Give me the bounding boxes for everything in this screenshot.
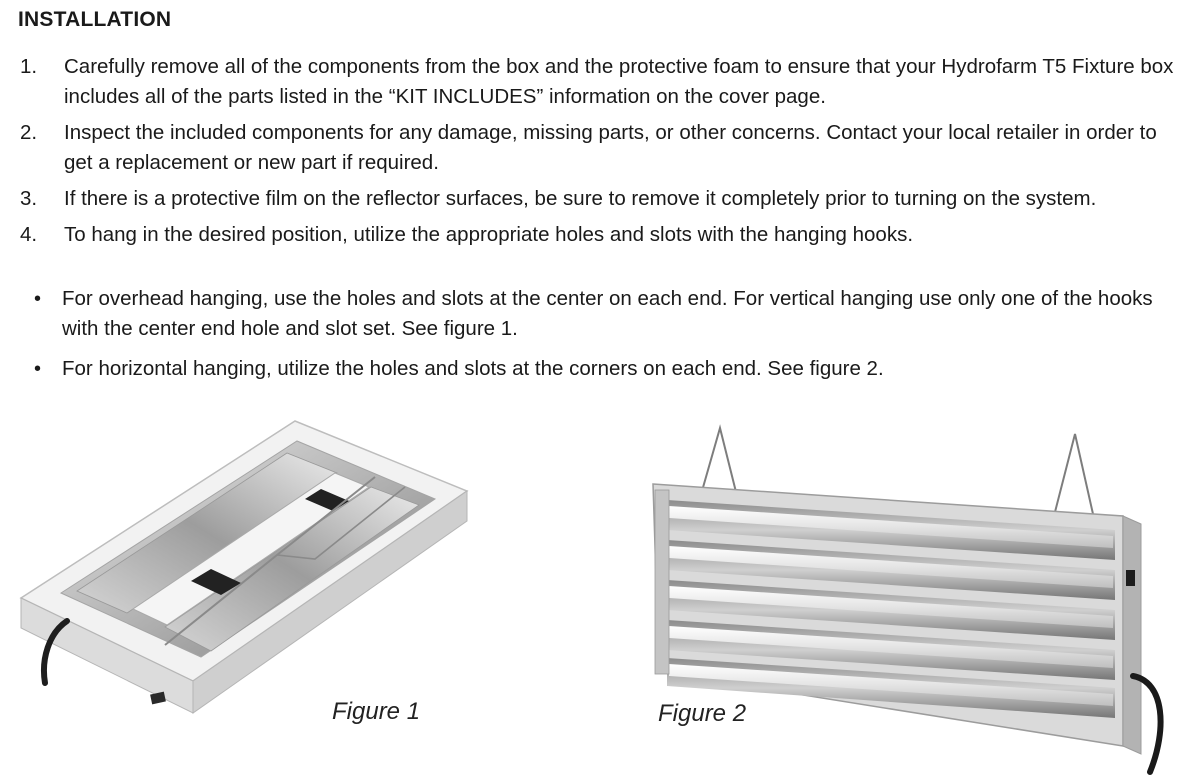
tube-rows: [667, 500, 1115, 718]
bullet-text: For overhead hanging, use the holes and slots at the center on each end. For vertical hanging use only one of the hooks with the center end hole and slot set. See figure 1.: [62, 287, 1153, 340]
figure-1-caption: Figure 1: [332, 698, 421, 725]
bullet-item: [30, 354, 1180, 384]
step-number: 4.: [20, 223, 38, 246]
figure-2-image: [645, 420, 1190, 784]
step-number: 3.: [20, 187, 38, 210]
bullet-item: [30, 284, 1180, 344]
step-text: Carefully remove all of the components from the box and the protective foam to ensure that your Hydrofarm T5 Fixture box includes all of the parts listed in the “KIT INCLUDES” information on the cover page.: [64, 55, 1174, 108]
figure-1-image: [15, 413, 475, 783]
bullet-marker: •: [34, 288, 42, 310]
step-item: [18, 118, 1188, 178]
step-item: [18, 184, 1188, 214]
hanging-options: [30, 284, 1180, 394]
section-heading: INSTALLATION: [18, 8, 172, 31]
step-item: [18, 52, 1188, 112]
step-number: 1.: [20, 55, 38, 78]
step-text: Inspect the included components for any damage, missing parts, or other concerns. Contact your local retailer in order to get a replacement or new part if required.: [64, 121, 1157, 174]
step-text: If there is a protective film on the reflector surfaces, be sure to remove it completely prior to turning on the system.: [64, 187, 1097, 210]
step-text: To hang in the desired position, utilize the appropriate holes and slots with the hanging hooks.: [64, 223, 914, 246]
step-number: 2.: [20, 121, 38, 144]
step-item: [18, 220, 1188, 250]
bullet-marker: •: [34, 358, 42, 380]
figures-area: [0, 405, 1200, 784]
installation-steps: [18, 52, 1188, 256]
figure-2-caption: Figure 2: [658, 700, 747, 727]
bullet-text: For horizontal hanging, utilize the holes and slots at the corners on each end. See figure 2.: [62, 357, 884, 380]
